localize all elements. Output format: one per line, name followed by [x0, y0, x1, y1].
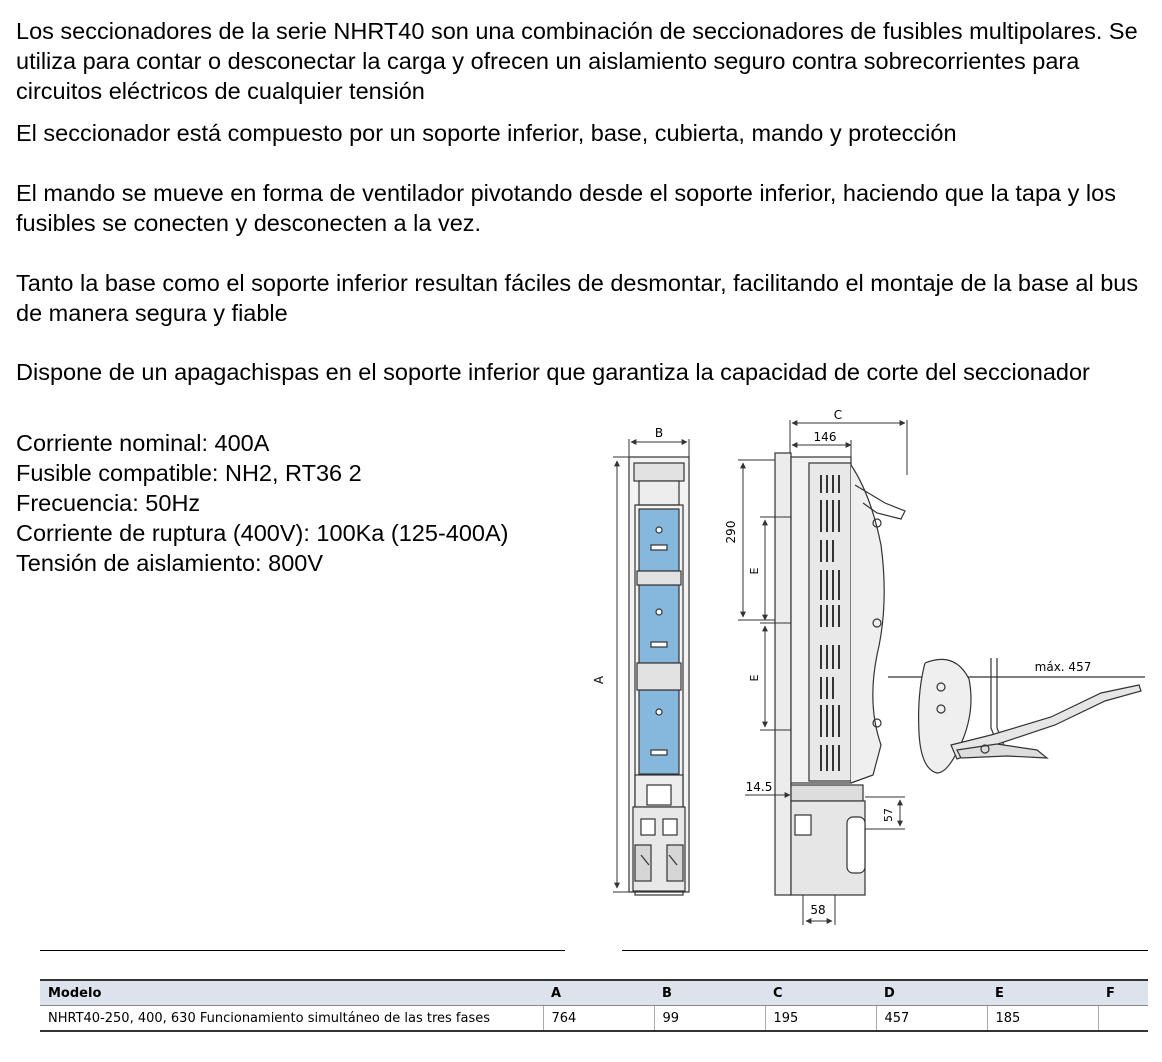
- dimension-b: [629, 439, 689, 457]
- cell-modelo: NHRT40-250, 400, 630 Funcionamiento simultáneo de las tres fases: [40, 1006, 543, 1032]
- col-header-c: C: [765, 980, 876, 1006]
- col-header-a: A: [543, 980, 654, 1006]
- cell-d: 457: [876, 1006, 987, 1032]
- fuse-middle: [639, 585, 679, 663]
- label-e-bottom: E: [748, 674, 761, 682]
- col-header-d: D: [876, 980, 987, 1006]
- dim-14-5: 14.5: [745, 780, 773, 794]
- dimension-290: [738, 460, 775, 620]
- cell-e: 185: [987, 1006, 1098, 1032]
- spec-list: [16, 428, 508, 578]
- spec-fuse-type: Fusible compatible: NH2, RT36 2: [16, 460, 362, 486]
- fuse-top: [639, 509, 679, 571]
- dimensions-table: [40, 979, 1148, 1032]
- components-paragraph: El seccionador está compuesto por un soporte inferior, base, cubierta, mando y protección: [16, 120, 957, 146]
- left-separator-line: [40, 950, 565, 951]
- cell-b: 99: [654, 1006, 765, 1032]
- dim-max-457: máx. 457: [1034, 660, 1092, 674]
- fuse-bottom: [639, 690, 679, 774]
- open-position-view: [888, 658, 1145, 773]
- spec-nominal-current: Corriente nominal: 400A: [16, 430, 270, 456]
- dim-58: 58: [810, 903, 826, 917]
- col-header-e: E: [987, 980, 1098, 1006]
- assembly-paragraph: Tanto la base como el soporte inferior resultan fáciles de desmontar, facilitando el montaje de la base al bus de manera segura y fiable: [16, 270, 1139, 326]
- arc-chute-paragraph: Dispone de un apagachispas en el soporte inferior que garantiza la capacidad de corte del seccionador: [16, 359, 1090, 385]
- intro-paragraph: Los seccionadores de la serie NHRT40 son una combinación de seccionadores de fusibles multipolares. Se utiliza para contar o desconectar la carga y ofrecen un aislamiento seguro contra sobrecorrientes para circuitos eléctricos de cualquier tensión: [16, 18, 1138, 104]
- table-header-row: [40, 980, 1148, 1006]
- col-header-f: F: [1098, 980, 1148, 1006]
- cell-a: 764: [543, 1006, 654, 1032]
- cell-f: [1098, 1006, 1148, 1032]
- dimension-a: [613, 457, 629, 892]
- dim-57: 57: [882, 808, 895, 822]
- technical-drawing: [585, 405, 1150, 925]
- table-row: [40, 1006, 1148, 1032]
- dim-290: 290: [724, 520, 738, 544]
- col-header-b: B: [654, 980, 765, 1006]
- label-a: A: [592, 675, 606, 685]
- front-view: [629, 457, 689, 895]
- spec-insulation-voltage: Tensión de aislamiento: 800V: [16, 550, 324, 576]
- right-separator-line: [622, 950, 1148, 951]
- handle-paragraph: El mando se mueve en forma de ventilador pivotando desde el soporte inferior, haciendo que la tapa y los fusibles se conecten y desconecten a la vez.: [16, 180, 1116, 236]
- spec-breaking-current: Corriente de ruptura (400V): 100Ka (125-400A): [16, 520, 509, 546]
- label-b: B: [654, 426, 664, 440]
- col-header-modelo: Modelo: [40, 980, 543, 1006]
- dim-146: 146: [813, 430, 837, 444]
- label-e-top: E: [748, 567, 761, 575]
- spec-frequency: Frecuencia: 50Hz: [16, 490, 201, 516]
- cell-c: 195: [765, 1006, 876, 1032]
- label-c: C: [833, 408, 843, 422]
